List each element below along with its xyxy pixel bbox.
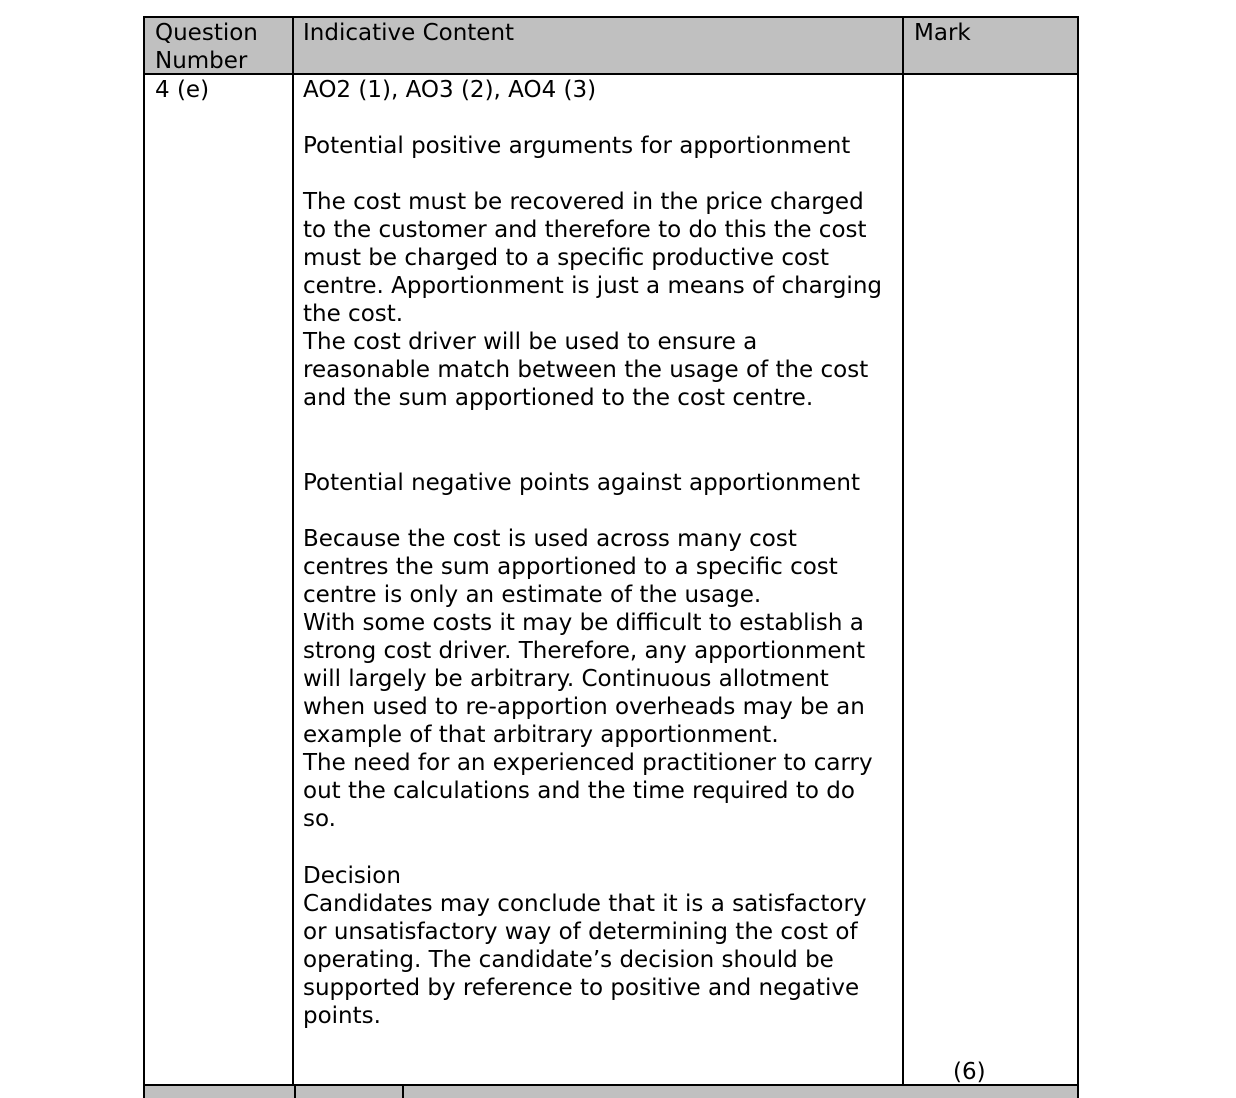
text-line: reasonable match between the usage of the cost bbox=[303, 357, 869, 383]
decision-heading: Decision bbox=[303, 863, 401, 889]
text-line: With some costs it may be difficult to establish a bbox=[303, 610, 864, 636]
decision-text bbox=[303, 890, 903, 1030]
negative-heading: Potential negative points against apportionment bbox=[303, 470, 861, 496]
text-line: Candidates may conclude that it is a satisfactory bbox=[303, 891, 867, 917]
row-divider-bottom bbox=[143, 1084, 1079, 1086]
text-line: will largely be arbitrary. Continuous allotment bbox=[303, 666, 829, 692]
table-border-top bbox=[143, 16, 1079, 18]
header-mark: Mark bbox=[914, 20, 971, 46]
question-number: 4 (e) bbox=[155, 77, 210, 103]
table-border-right bbox=[1077, 16, 1079, 1098]
header-question: Question Number bbox=[155, 20, 258, 74]
text-line: operating. The candidate’s decision should be bbox=[303, 947, 834, 973]
next-table-header-background bbox=[145, 1086, 1077, 1098]
text-line: example of that arbitrary apportionment. bbox=[303, 722, 779, 748]
next-table-col-2 bbox=[402, 1086, 404, 1098]
positive-arguments bbox=[303, 188, 903, 412]
text-line: and the sum apportioned to the cost centre. bbox=[303, 385, 814, 411]
header-divider bbox=[143, 73, 1079, 75]
mark-value: (6) bbox=[953, 1059, 986, 1085]
text-line: so. bbox=[303, 806, 336, 832]
negative-points bbox=[303, 525, 903, 833]
column-divider-1 bbox=[292, 16, 294, 1086]
text-line: centre is only an estimate of the usage. bbox=[303, 582, 762, 608]
text-line: to the customer and therefore to do this the cost bbox=[303, 217, 867, 243]
text-line: Because the cost is used across many cost bbox=[303, 526, 797, 552]
text-line: centres the sum apportioned to a specific cost bbox=[303, 554, 838, 580]
header-indicative-content: Indicative Content bbox=[303, 20, 515, 46]
text-line: out the calculations and the time required to do bbox=[303, 778, 855, 804]
text-line: strong cost driver. Therefore, any apportionment bbox=[303, 638, 866, 664]
text-line: the cost. bbox=[303, 301, 404, 327]
text-line: must be charged to a specific productive cost bbox=[303, 245, 830, 271]
text-line: when used to re-apportion overheads may be an bbox=[303, 694, 865, 720]
text-line: points. bbox=[303, 1003, 381, 1029]
positive-heading: Potential positive arguments for apportionment bbox=[303, 133, 851, 159]
text-line: The cost driver will be used to ensure a bbox=[303, 329, 758, 355]
table-border-left bbox=[143, 16, 145, 1098]
next-table-col-1 bbox=[294, 1086, 296, 1098]
assessment-objectives: AO2 (1), AO3 (2), AO4 (3) bbox=[303, 77, 597, 103]
text-line: The cost must be recovered in the price charged bbox=[303, 189, 864, 215]
text-line: centre. Apportionment is just a means of charging bbox=[303, 273, 882, 299]
text-line: or unsatisfactory way of determining the cost of bbox=[303, 919, 858, 945]
text-line: The need for an experienced practitioner to carry bbox=[303, 750, 873, 776]
text-line: supported by reference to positive and negative bbox=[303, 975, 860, 1001]
